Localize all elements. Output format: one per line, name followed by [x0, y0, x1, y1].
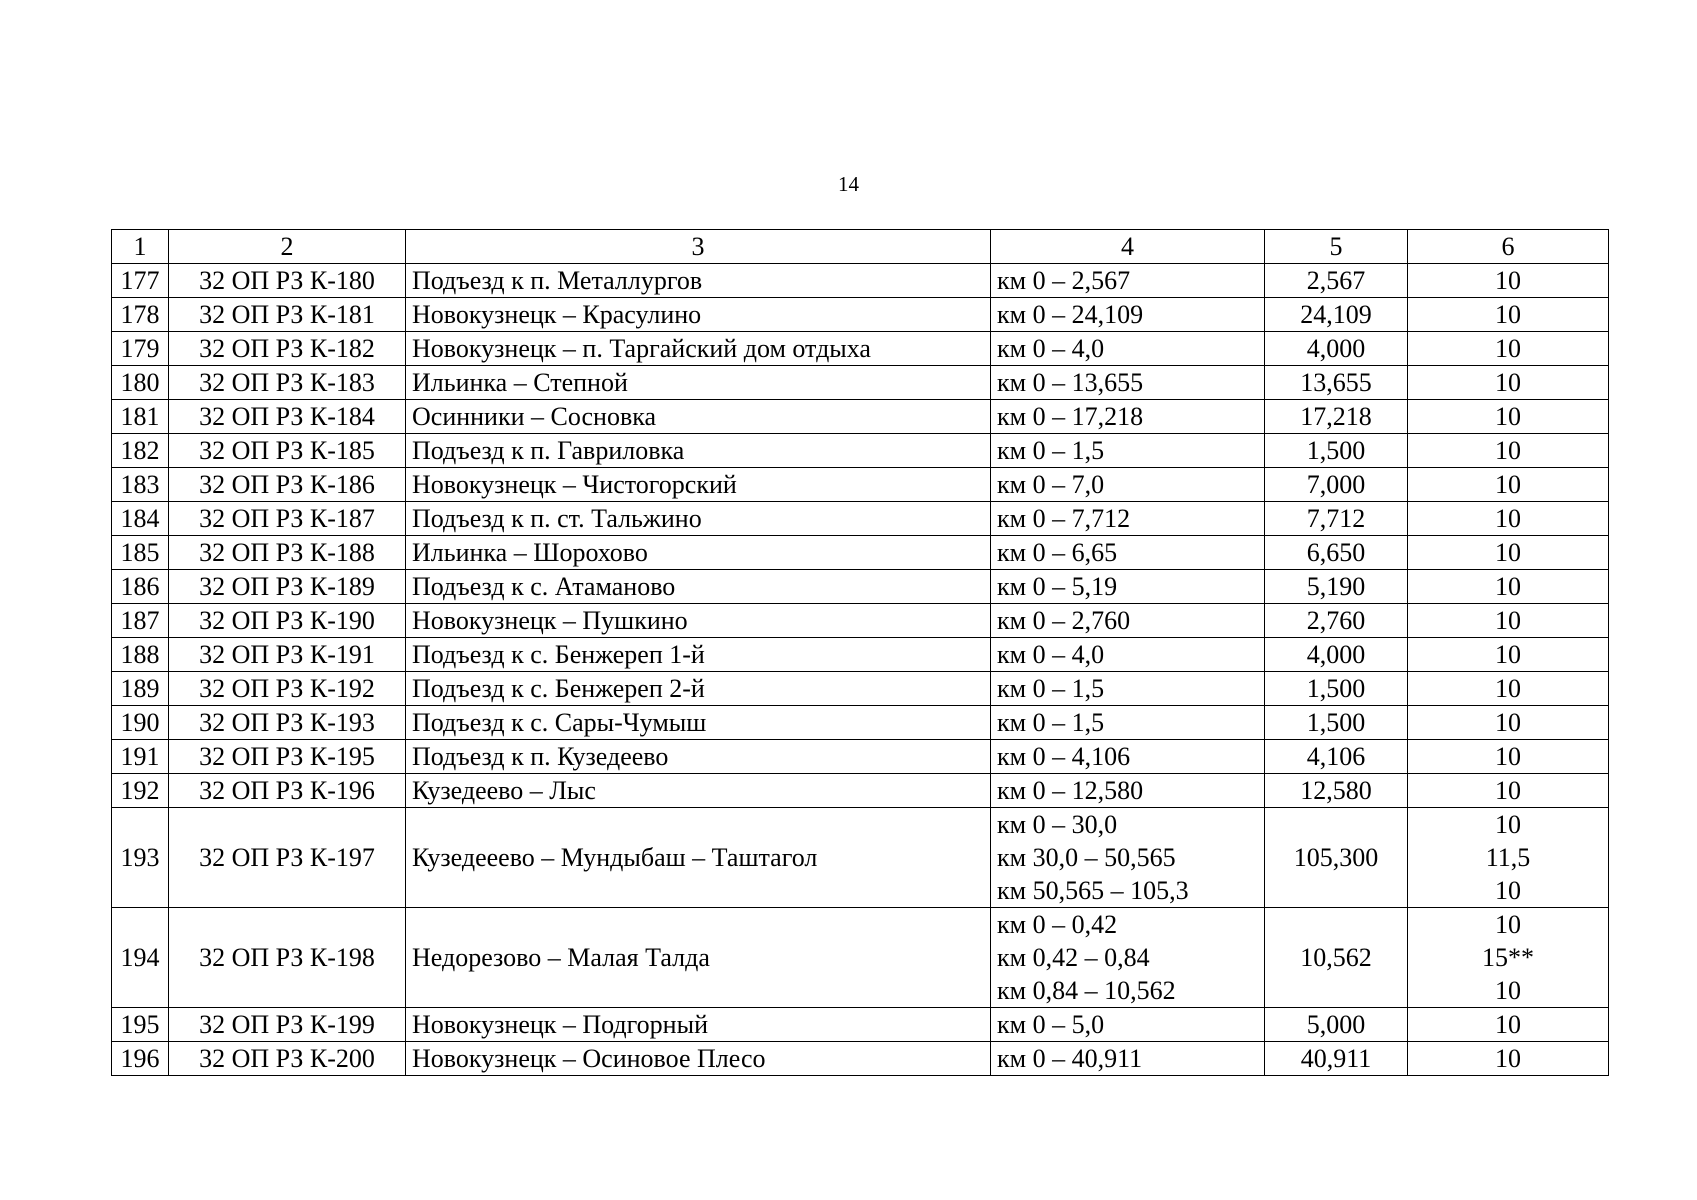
- row-number-cell: 195: [112, 1008, 169, 1042]
- length-cell: 7,712: [1265, 502, 1408, 536]
- column-header: 4: [991, 230, 1265, 264]
- road-name-cell: Кузедееево – Мундыбаш – Таштагол: [406, 808, 991, 908]
- length-cell: 24,109: [1265, 298, 1408, 332]
- value-line: 10: [1495, 742, 1521, 771]
- table-row: [112, 400, 1609, 434]
- table-body: [112, 264, 1609, 1076]
- value-cell: [1408, 740, 1609, 774]
- value-cell: [1408, 706, 1609, 740]
- road-code-cell: 32 ОП РЗ К-187: [169, 502, 406, 536]
- row-number-cell: 184: [112, 502, 169, 536]
- value-line: 10: [1495, 708, 1521, 737]
- value-line: 10: [1495, 538, 1521, 567]
- row-number-cell: 182: [112, 434, 169, 468]
- value-line: 10: [1495, 334, 1521, 363]
- table-row: [112, 332, 1609, 366]
- row-number-cell: 177: [112, 264, 169, 298]
- length-cell: 4,000: [1265, 332, 1408, 366]
- road-name-cell: Подъезд к с. Бенжереп 1-й: [406, 638, 991, 672]
- value-line: 10: [1495, 640, 1521, 669]
- length-cell: 17,218: [1265, 400, 1408, 434]
- table-row: [112, 638, 1609, 672]
- row-number-cell: 191: [112, 740, 169, 774]
- km-range-cell: [991, 570, 1265, 604]
- km-range-line: км 0 – 4,0: [997, 640, 1105, 669]
- length-cell: 12,580: [1265, 774, 1408, 808]
- road-code-cell: 32 ОП РЗ К-192: [169, 672, 406, 706]
- table-row: [112, 434, 1609, 468]
- km-range-line: км 0 – 7,712: [997, 504, 1131, 533]
- value-cell: [1408, 434, 1609, 468]
- km-range-line: км 0 – 2,567: [997, 266, 1131, 295]
- table-row: [112, 908, 1609, 1008]
- value-line: 10: [1495, 300, 1521, 329]
- km-range-line: км 0 – 1,5: [997, 436, 1105, 465]
- table-row: [112, 808, 1609, 908]
- road-code-cell: 32 ОП РЗ К-185: [169, 434, 406, 468]
- length-cell: 10,562: [1265, 908, 1408, 1008]
- km-range-cell: [991, 400, 1265, 434]
- value-line: 10: [1495, 976, 1521, 1005]
- road-name-cell: Новокузнецк – Пушкино: [406, 604, 991, 638]
- table-row: [112, 774, 1609, 808]
- length-cell: 2,760: [1265, 604, 1408, 638]
- km-range-cell: [991, 1008, 1265, 1042]
- km-range-cell: [991, 332, 1265, 366]
- column-header: 1: [112, 230, 169, 264]
- km-range-cell: [991, 536, 1265, 570]
- row-number-cell: 180: [112, 366, 169, 400]
- length-cell: 1,500: [1265, 434, 1408, 468]
- km-range-cell: [991, 1042, 1265, 1076]
- row-number-cell: 193: [112, 808, 169, 908]
- road-code-cell: 32 ОП РЗ К-190: [169, 604, 406, 638]
- value-cell: [1408, 1042, 1609, 1076]
- value-cell: [1408, 400, 1609, 434]
- km-range-cell: [991, 366, 1265, 400]
- row-number-cell: 181: [112, 400, 169, 434]
- value-line: 10: [1495, 776, 1521, 805]
- km-range-line: км 0 – 1,5: [997, 708, 1105, 737]
- length-cell: 5,190: [1265, 570, 1408, 604]
- road-code-cell: 32 ОП РЗ К-196: [169, 774, 406, 808]
- value-line: 10: [1495, 910, 1521, 939]
- km-range-line: км 0 – 40,911: [997, 1044, 1143, 1073]
- value-cell: [1408, 1008, 1609, 1042]
- km-range-line: км 0 – 1,5: [997, 674, 1105, 703]
- value-cell: [1408, 298, 1609, 332]
- value-line: 10: [1495, 876, 1521, 905]
- row-number-cell: 185: [112, 536, 169, 570]
- value-cell: [1408, 774, 1609, 808]
- table-row: [112, 1008, 1609, 1042]
- table-row: [112, 366, 1609, 400]
- row-number-cell: 196: [112, 1042, 169, 1076]
- length-cell: 13,655: [1265, 366, 1408, 400]
- table-header-row: [112, 230, 1609, 264]
- km-range-cell: [991, 502, 1265, 536]
- row-number-cell: 192: [112, 774, 169, 808]
- km-range-cell: [991, 468, 1265, 502]
- value-line: 10: [1495, 810, 1521, 839]
- value-line: 10: [1495, 504, 1521, 533]
- road-code-cell: 32 ОП РЗ К-197: [169, 808, 406, 908]
- value-cell: [1408, 570, 1609, 604]
- km-range-cell: [991, 740, 1265, 774]
- value-line: 10: [1495, 470, 1521, 499]
- row-number-cell: 190: [112, 706, 169, 740]
- row-number-cell: 194: [112, 908, 169, 1008]
- length-cell: 1,500: [1265, 706, 1408, 740]
- row-number-cell: 183: [112, 468, 169, 502]
- row-number-cell: 188: [112, 638, 169, 672]
- length-cell: 5,000: [1265, 1008, 1408, 1042]
- value-line: 10: [1495, 368, 1521, 397]
- km-range-cell: [991, 264, 1265, 298]
- road-code-cell: 32 ОП РЗ К-182: [169, 332, 406, 366]
- value-cell: [1408, 808, 1609, 908]
- km-range-cell: [991, 638, 1265, 672]
- value-cell: [1408, 536, 1609, 570]
- column-header: 3: [406, 230, 991, 264]
- road-code-cell: 32 ОП РЗ К-193: [169, 706, 406, 740]
- km-range-cell: [991, 774, 1265, 808]
- road-name-cell: Кузедеево – Лыс: [406, 774, 991, 808]
- km-range-line: км 0 – 6,65: [997, 538, 1118, 567]
- km-range-line: км 50,565 – 105,3: [997, 876, 1189, 905]
- table-row: [112, 604, 1609, 638]
- value-line: 10: [1495, 266, 1521, 295]
- table-row: [112, 298, 1609, 332]
- km-range-line: км 0 – 5,0: [997, 1010, 1105, 1039]
- road-name-cell: Подъезд к с. Сары-Чумыш: [406, 706, 991, 740]
- road-code-cell: 32 ОП РЗ К-200: [169, 1042, 406, 1076]
- column-header: 5: [1265, 230, 1408, 264]
- km-range-line: км 0 – 4,0: [997, 334, 1105, 363]
- road-code-cell: 32 ОП РЗ К-188: [169, 536, 406, 570]
- road-name-cell: Ильинка – Степной: [406, 366, 991, 400]
- km-range-cell: [991, 604, 1265, 638]
- table-row: [112, 264, 1609, 298]
- road-name-cell: Подъезд к п. Гавриловка: [406, 434, 991, 468]
- road-code-cell: 32 ОП РЗ К-189: [169, 570, 406, 604]
- road-code-cell: 32 ОП РЗ К-181: [169, 298, 406, 332]
- value-cell: [1408, 332, 1609, 366]
- table-row: [112, 468, 1609, 502]
- km-range-line: км 0 – 24,109: [997, 300, 1144, 329]
- table-row: [112, 1042, 1609, 1076]
- value-cell: [1408, 672, 1609, 706]
- road-name-cell: Новокузнецк – Чистогорский: [406, 468, 991, 502]
- row-number-cell: 187: [112, 604, 169, 638]
- km-range-line: км 0,84 – 10,562: [997, 976, 1176, 1005]
- km-range-cell: [991, 706, 1265, 740]
- column-header: 6: [1408, 230, 1609, 264]
- length-cell: 40,911: [1265, 1042, 1408, 1076]
- km-range-line: км 0 – 2,760: [997, 606, 1131, 635]
- km-range-line: км 0 – 7,0: [997, 470, 1105, 499]
- road-name-cell: Новокузнецк – Подгорный: [406, 1008, 991, 1042]
- km-range-cell: [991, 672, 1265, 706]
- road-code-cell: 32 ОП РЗ К-195: [169, 740, 406, 774]
- length-cell: 2,567: [1265, 264, 1408, 298]
- length-cell: 105,300: [1265, 808, 1408, 908]
- km-range-cell: [991, 808, 1265, 908]
- table-row: [112, 536, 1609, 570]
- km-range-line: км 0,42 – 0,84: [997, 943, 1150, 972]
- road-code-cell: 32 ОП РЗ К-191: [169, 638, 406, 672]
- km-range-line: км 0 – 17,218: [997, 402, 1144, 431]
- table-row: [112, 706, 1609, 740]
- km-range-cell: [991, 298, 1265, 332]
- road-code-cell: 32 ОП РЗ К-198: [169, 908, 406, 1008]
- length-cell: 6,650: [1265, 536, 1408, 570]
- value-line: 10: [1495, 1010, 1521, 1039]
- row-number-cell: 186: [112, 570, 169, 604]
- km-range-cell: [991, 434, 1265, 468]
- value-line: 10: [1495, 1044, 1521, 1073]
- row-number-cell: 178: [112, 298, 169, 332]
- km-range-cell: [991, 908, 1265, 1008]
- column-header: 2: [169, 230, 406, 264]
- km-range-line: км 0 – 0,42: [997, 910, 1118, 939]
- km-range-line: км 0 – 4,106: [997, 742, 1131, 771]
- road-code-cell: 32 ОП РЗ К-199: [169, 1008, 406, 1042]
- row-number-cell: 189: [112, 672, 169, 706]
- road-name-cell: Новокузнецк – п. Таргайский дом отдыха: [406, 332, 991, 366]
- km-range-line: км 0 – 13,655: [997, 368, 1144, 397]
- length-cell: 7,000: [1265, 468, 1408, 502]
- road-name-cell: Подъезд к п. ст. Тальжино: [406, 502, 991, 536]
- length-cell: 4,106: [1265, 740, 1408, 774]
- km-range-line: км 0 – 5,19: [997, 572, 1118, 601]
- page-number: 14: [838, 172, 859, 196]
- value-line: 10: [1495, 402, 1521, 431]
- road-name-cell: Подъезд к п. Кузедеево: [406, 740, 991, 774]
- table-row: [112, 502, 1609, 536]
- length-cell: 1,500: [1265, 672, 1408, 706]
- table-row: [112, 570, 1609, 604]
- value-line: 15**: [1482, 943, 1534, 972]
- value-cell: [1408, 908, 1609, 1008]
- road-code-cell: 32 ОП РЗ К-184: [169, 400, 406, 434]
- road-name-cell: Подъезд к с. Бенжереп 2-й: [406, 672, 991, 706]
- value-cell: [1408, 366, 1609, 400]
- road-name-cell: Подъезд к с. Атаманово: [406, 570, 991, 604]
- table-row: [112, 672, 1609, 706]
- value-line: 10: [1495, 606, 1521, 635]
- road-code-cell: 32 ОП РЗ К-186: [169, 468, 406, 502]
- road-name-cell: Осинники – Сосновка: [406, 400, 991, 434]
- value-line: 10: [1495, 572, 1521, 601]
- road-name-cell: Недорезово – Малая Талда: [406, 908, 991, 1008]
- value-line: 10: [1495, 436, 1521, 465]
- road-name-cell: Новокузнецк – Осиновое Плесо: [406, 1042, 991, 1076]
- roads-table: [111, 229, 1609, 1076]
- road-name-cell: Ильинка – Шорохово: [406, 536, 991, 570]
- value-line: 10: [1495, 674, 1521, 703]
- value-cell: [1408, 638, 1609, 672]
- road-name-cell: Новокузнецк – Красулино: [406, 298, 991, 332]
- road-code-cell: 32 ОП РЗ К-180: [169, 264, 406, 298]
- km-range-line: км 0 – 30,0: [997, 810, 1118, 839]
- length-cell: 4,000: [1265, 638, 1408, 672]
- value-line: 11,5: [1485, 843, 1531, 872]
- km-range-line: км 30,0 – 50,565: [997, 843, 1176, 872]
- road-name-cell: Подъезд к п. Металлургов: [406, 264, 991, 298]
- road-code-cell: 32 ОП РЗ К-183: [169, 366, 406, 400]
- value-cell: [1408, 604, 1609, 638]
- value-cell: [1408, 264, 1609, 298]
- value-cell: [1408, 502, 1609, 536]
- row-number-cell: 179: [112, 332, 169, 366]
- km-range-line: км 0 – 12,580: [997, 776, 1144, 805]
- value-cell: [1408, 468, 1609, 502]
- table-row: [112, 740, 1609, 774]
